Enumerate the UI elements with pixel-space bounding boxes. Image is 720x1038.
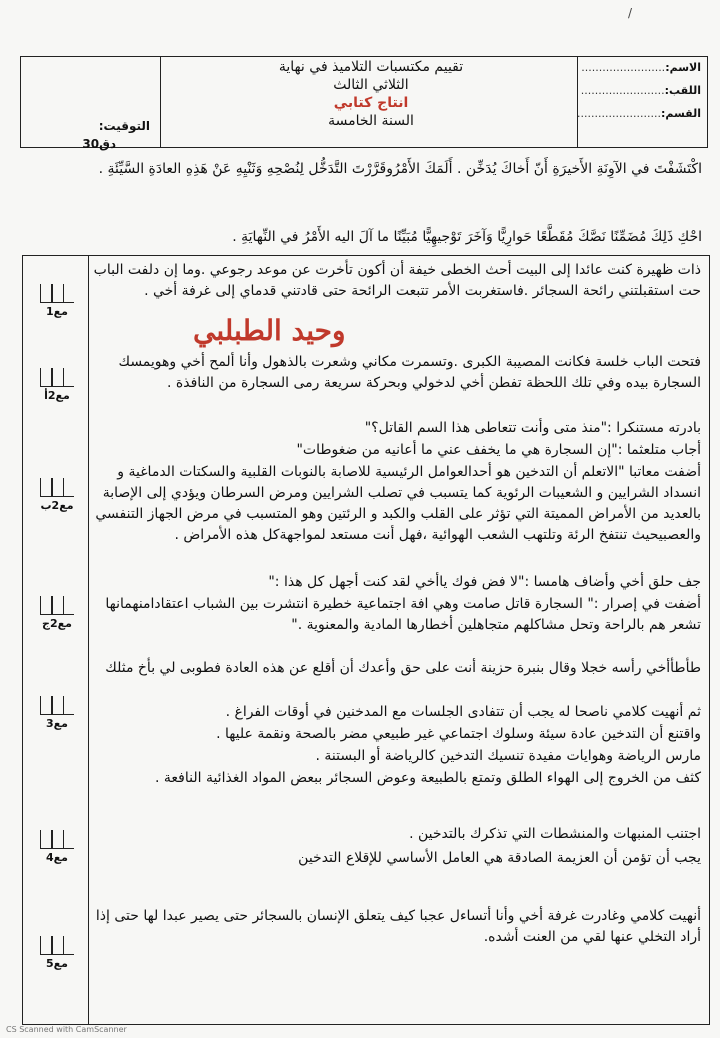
instruction-task: احْكِ ذَلِكَ مُضَمِّنًا نَصَّكَ مُقَطَّعًا حَوارِيًّا وَآخَرَ تَوْجيهِيًّا مُبَيِّنًا ما آلَ اليه الأَمْرُ في النِّهايَةِ .	[232, 229, 702, 245]
score-boxes[interactable]	[29, 696, 85, 715]
exam-subject: انتاج كتابي	[333, 95, 409, 111]
class-field[interactable]: القسم:........................	[577, 107, 701, 120]
criterion-2b	[29, 478, 85, 512]
surname-field[interactable]: اللقب:........................	[580, 84, 701, 97]
paragraph-discovery: فتحت الباب خلسة فكانت المصيبة الكبرى .وتسمرت مكاني وشعرت بالذهول وأنا ألمح أخي وهويمسك السجارة بيده وفي تلك اللحظة تفطن أخي لدخولي وبحركة سريعة رمى السجارة من النافذة .	[118, 354, 701, 391]
paragraph-conclusion: أنهيت كلامي وغادرت غرفة أخي وأنا أتساءل عجبا كيف يتعلق الإنسان بالسجائر حتى يصير عبدا لها حتى إذا أراد التخلي عنها لقي من العنت أشده.	[95, 908, 701, 945]
scanner-watermark: CS Scanned with CamScanner	[6, 1025, 127, 1034]
score-boxes[interactable]	[29, 478, 85, 497]
exam-grade: السنة الخامسة	[328, 113, 414, 129]
advice-line-6: يجب أن تؤمن أن العزيمة الصادقة هي العامل الأساسي للإقلاع التدخين	[298, 850, 701, 866]
criterion-label: مع2أ	[44, 389, 70, 402]
score-boxes[interactable]	[29, 284, 85, 303]
score-boxes[interactable]	[29, 936, 85, 955]
criterion-label: مع1	[46, 305, 68, 318]
dialogue-line-6: طأطأأخي رأسه خجلا وقال بنبرة حزينة أنت على حق وأعدك أن أقلع عن هذه العادة فطوبى لي بأخ مثلك	[105, 660, 701, 676]
paragraph-intro: ذات ظهيرة كنت عائدا إلى البيت أحث الخطى خيفة أن أكون تأخرت عن موعد رجوعي .وما إن دلفت الباب حت استقبلتني رائحة السجائر .فاستغربت الأمر تتبعت الرائحة حتى قادتني قدماي إلى غرفة أخي .	[93, 262, 701, 299]
criterion-label: مع4	[46, 851, 68, 864]
criterion-label: مع2ج	[42, 617, 72, 630]
exam-title: تقييم مكتسبات التلاميذ في نهاية	[278, 59, 464, 75]
instruction-topic: اكْتَشَفْتَ في الآوِنَةِ الأَخيرَةِ أَنّ أَخاكَ يُدَخِّن . أَلَمَكَ الأَمْرُوقَرَّرْتَ التَّدَخُّل لِنُصْحِهِ وَثَنْيِهِ عَنْ هَذِهِ العادَةِ السَّيِّئَةِ .	[98, 161, 702, 177]
top-mark: /	[627, 6, 632, 20]
criterion-label: مع3	[46, 717, 68, 730]
time-box	[21, 57, 161, 151]
advice-line-2: واقتنع أن التدخين عادة سيئة وسلوك اجتماعي غير طبيعي مضر بالصحة ونقمة عليها .	[216, 726, 701, 742]
time-label: التوقيت:	[98, 119, 150, 133]
dialogue-line-1: بادرته مستنكرا :"منذ متى وأنت تتعاطى هذا السم القاتل؟"	[364, 420, 701, 436]
essay-text	[93, 256, 701, 1024]
criterion-3	[29, 696, 85, 730]
dialogue-line-5: أضفت في إصرار :" السجارة قاتل صامت وهي افة اجتماعية خطيرة انتشرت بين الشباب اعتقادامنهمانها تشعر هم بالراحة وتحل مشاكلهم متجاهلين أخطارها المادية والمعنوية ."	[105, 596, 701, 633]
criterion-2a	[29, 368, 85, 402]
advice-line-5: اجتنب المنبهات والمنشطات التي تذكرك بالتدخين .	[409, 826, 701, 842]
time-value: 30دق	[82, 137, 116, 151]
advice-line-1: ثم أنهيت كلامي ناصحا له يجب أن تتفادى الجلسات مع المدخنين في أوقات الفراغ .	[225, 704, 701, 720]
criterion-1	[29, 284, 85, 318]
score-boxes[interactable]	[29, 596, 85, 615]
advice-line-3: مارس الرياضة وهوايات مفيدة تنسيك التدخين كالرياضة أو البستنة .	[315, 748, 701, 764]
criterion-label: مع2ب	[40, 499, 74, 512]
answer-box	[22, 255, 710, 1025]
dialogue-line-2: أجاب متلعثما :"إن السجارة هي ما يخفف عني ما أعانيه من ضغوطات"	[296, 442, 701, 458]
dialogue-line-4: جف حلق أخي وأضاف هامسا :"لا فض فوك ياأخي لقد كنت أجهل كل هذا :"	[268, 574, 701, 590]
rubric-column	[23, 256, 89, 1024]
dialogue-line-3: أضفت معاتبا "الاتعلم أن التدخين هو أحدالعوامل الرئيسية للاصابة بالنوبات القلبية والسكتات الدماغية و انسداد الشرايين و الشعيبات الرئوية كما يتسبب في تصلب الشرايين ومرض السرطان ويؤدي إلى الإصابة بالعديد من الأمراض المميتة التي تؤثر على القلب والكبد و الرئتين وهو المتسبب في مرض الجهاز التنفسي والعصبيحيث تنتفخ الرئة وتلتهب الشعب الهوائية ،فهل أنت مستعد لمواجهةكل هذه الأمراض .	[95, 464, 701, 543]
score-boxes[interactable]	[29, 368, 85, 387]
criterion-label: مع5	[46, 957, 68, 970]
author-watermark: وحيد الطبلبي	[193, 314, 346, 347]
student-info	[577, 57, 707, 147]
header-box	[20, 56, 708, 151]
score-boxes[interactable]	[29, 830, 85, 849]
exam-term: الثلاثي الثالث	[333, 77, 409, 93]
criterion-5	[29, 936, 85, 970]
criterion-4	[29, 830, 85, 864]
advice-line-4: كثف من الخروج إلى الهواء الطلق وتمتع بالطبيعة وعوض السجائر ببعض المواد الغذائية النافعة .	[155, 770, 701, 786]
title-block	[161, 57, 581, 147]
criterion-2c	[29, 596, 85, 630]
name-field[interactable]: الاسم:........................	[581, 61, 701, 74]
